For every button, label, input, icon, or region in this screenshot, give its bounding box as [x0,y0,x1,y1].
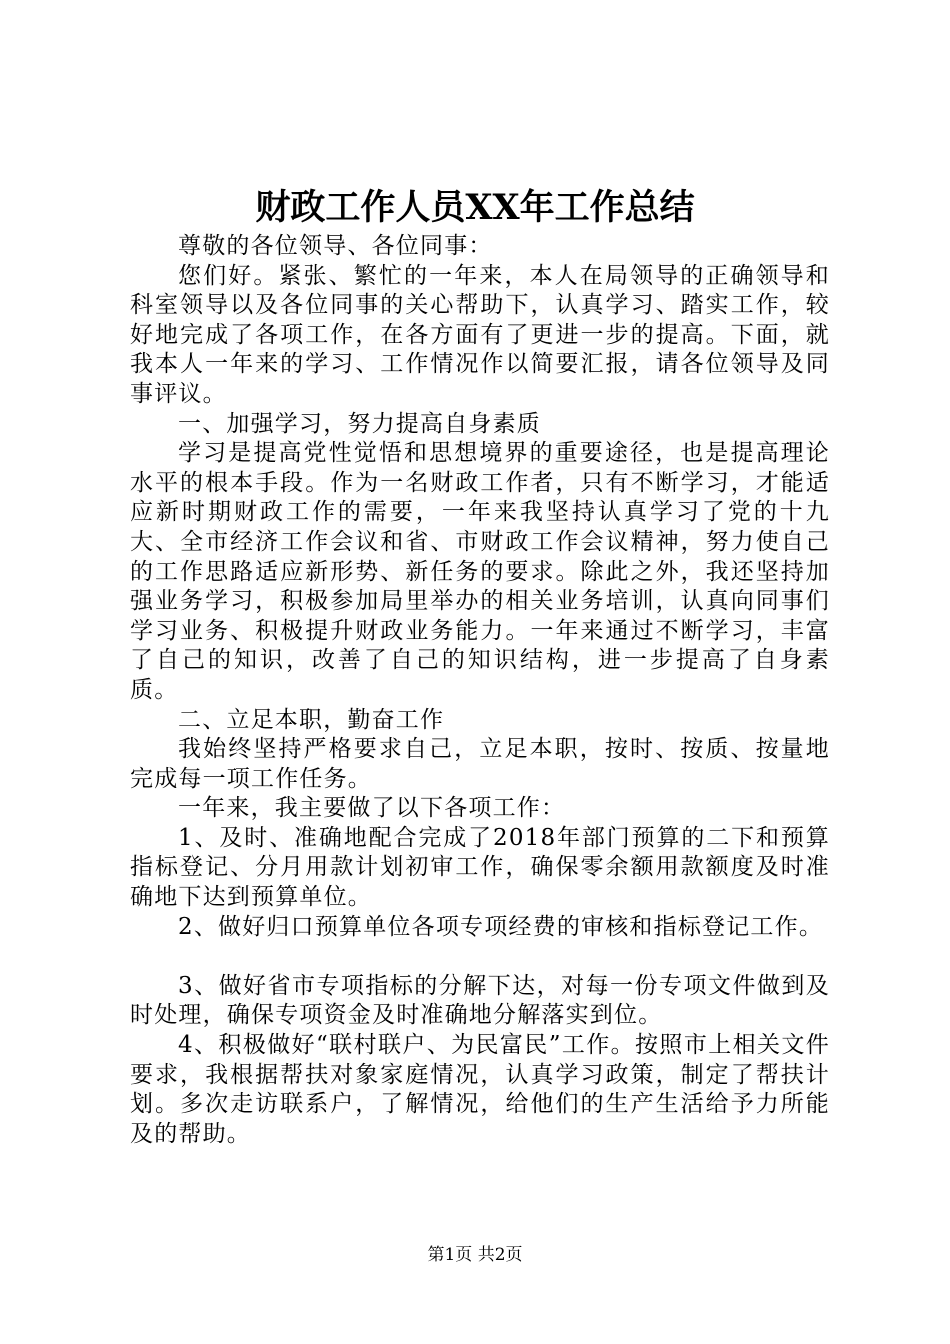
list-item-2: 2、做好归口预算单位各项专项经费的审核和指标登记工作。 [178,913,824,940]
section-heading-1: 一、加强学习，努力提高自身素质 [178,410,541,437]
page-footer: 第1页 共2页 [427,1245,523,1265]
salutation: 尊敬的各位领导、各位同事： [178,233,493,259]
list-item-4: 4、积极做好“联村联户、为民富民”工作。按照市上相关文件要求，我根据帮扶对象家庭情况，认真学习政策，制定了帮扶计划。多次走访联系户，了解情况，给他们的生产生活给予力所能及的帮助。 [130,1032,830,1147]
document-body [130,232,830,1149]
paragraph-duty: 我始终坚持严格要求自己，立足本职，按时、按质、按量地完成每一项工作任务。 [130,736,830,792]
paragraph-intro: 您们好。紧张、繁忙的一年来，本人在局领导的正确领导和科室领导以及各位同事的关心帮助下，认真学习、踏实工作，较好地完成了各项工作，在各方面有了更进一步的提高。下面，就我本人一年来的学习、工作情况作以简要汇报，请各位领导及同事评议。 [130,262,830,407]
list-item-1: 1、及时、准确地配合完成了2018年部门预算的二下和预算指标登记、分月用款计划初审工作，确保零余额用款额度及时准确地下达到预算单位。 [130,824,830,911]
section-heading-2: 二、立足本职，勤奋工作 [178,706,445,733]
paragraph-work-intro: 一年来，我主要做了以下各项工作： [178,795,566,822]
document-title: 财政工作人员XX年工作总结 [255,187,695,228]
list-item-3: 3、做好省市专项指标的分解下达，对每一份专项文件做到及时处理，确保专项资金及时准确地分解落实到位。 [130,972,830,1029]
paragraph-study: 学习是提高党性觉悟和思想境界的重要途径，也是提高理论水平的根本手段。作为一名财政工作者，只有不断学习，才能适应新时期财政工作的需要，一年来我坚持认真学习了党的十九大、全市经济工作会议和省、市财政工作会议精神，努力使自己的工作思路适应新形势、新任务的要求。除此之外，我还坚持加强业务学习，积极参加局里举办的相关业务培训，认真向同事们学习业务、积极提升财政业务能力。一年来通过不断学习，丰富了自己的知识，改善了自己的知识结构，进一步提高了自身素质。 [130,440,830,703]
